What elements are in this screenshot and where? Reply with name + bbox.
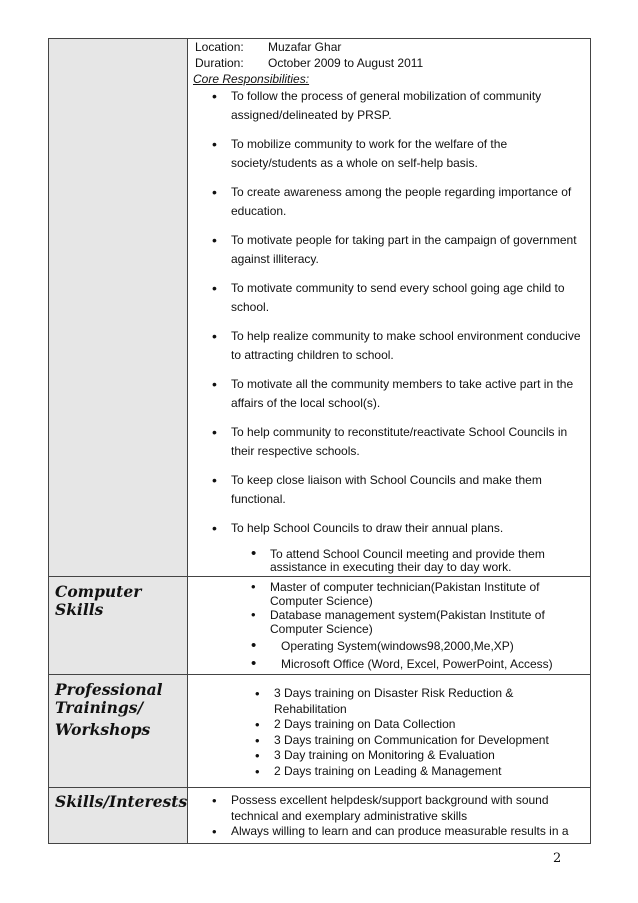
- interests-content-cell: [188, 788, 591, 844]
- location-label: Location:: [195, 40, 244, 54]
- trainings-row: [49, 675, 591, 788]
- trainings-label-cell: [49, 675, 188, 788]
- core-responsibilities-heading: Core Responsibilities:: [193, 72, 310, 86]
- list-item: • To help School Councils to draw their annual plans.: [212, 519, 586, 538]
- interests-row: [49, 788, 591, 844]
- interests-label-cell: [49, 788, 188, 844]
- list-item: • To keep close liaison with School Councils and make them functional.: [212, 471, 586, 509]
- computer-skills-list: [188, 580, 590, 672]
- computer-skills-content-cell: [188, 577, 591, 675]
- list-item: • To attend School Council meeting and provide them assistance in executing their day to day work.: [251, 548, 586, 574]
- list-item: • To motivate people for taking part in the campaign of government against illiteracy.: [212, 231, 586, 269]
- responsibilities-list: [188, 87, 590, 538]
- list-item: • To help community to reconstitute/reactivate School Councils in their respective schools.: [212, 423, 586, 461]
- list-item: • To mobilize community to work for the welfare of the society/students as a whole on self-help basis.: [212, 135, 586, 173]
- list-item: • Possess excellent helpdesk/support background with sound technical and exemplary administrative skills: [212, 793, 586, 824]
- label-line: Workshops: [55, 720, 151, 739]
- location-value: Muzafar Ghar: [268, 40, 342, 54]
- list-item: • To motivate community to send every school going age child to school.: [212, 279, 586, 317]
- experience-content-cell: [188, 39, 591, 577]
- list-item: • To create awareness among the people regarding importance of education.: [212, 183, 586, 221]
- resume-table: [48, 38, 591, 844]
- list-item: • 3 Days training on Disaster Risk Reduction & Rehabilitation: [255, 686, 586, 717]
- computer-skills-label-cell: [49, 577, 188, 675]
- experience-row: [49, 39, 591, 577]
- duration-value: October 2009 to August 2011: [268, 56, 424, 70]
- list-item: • 2 Days training on Data Collection: [255, 717, 586, 733]
- list-item: • Database management system(Pakistan Institute of Computer Science): [251, 608, 586, 636]
- sub-responsibilities-list: [188, 548, 590, 574]
- list-item: • Always willing to learn and can produce measurable results in a: [212, 824, 586, 840]
- label-line: Skills: [55, 600, 104, 619]
- experience-label-cell: [49, 39, 188, 577]
- interests-label: Skills/Interests: [55, 792, 188, 811]
- trainings-list: [188, 686, 590, 779]
- list-item: • To follow the process of general mobilization of community assigned/delineated by PRSP.: [212, 87, 586, 125]
- duration-label: Duration:: [195, 56, 244, 70]
- page-number: 2: [553, 851, 562, 866]
- location-line: [188, 39, 590, 55]
- label-line: Computer: [55, 582, 142, 601]
- label-line: Professional: [55, 680, 163, 699]
- list-item: • 3 Day training on Monitoring & Evaluation: [255, 748, 586, 764]
- list-item: • 2 Days training on Leading & Management: [255, 764, 586, 780]
- duration-line: [188, 55, 590, 71]
- list-item: • To motivate all the community members to take active part in the affairs of the local school(s).: [212, 375, 586, 413]
- list-item: • 3 Days training on Communication for Development: [255, 733, 586, 749]
- list-item: • Microsoft Office (Word, Excel, PowerPoint, Access): [251, 656, 586, 672]
- trainings-content-cell: [188, 675, 591, 788]
- computer-skills-label: [49, 577, 187, 619]
- computer-skills-row: [49, 577, 591, 675]
- list-item: • To help realize community to make school environment conducive to attracting children to school.: [212, 327, 586, 365]
- list-item: • Master of computer technician(Pakistan Institute of Computer Science): [251, 580, 586, 608]
- label-line: Trainings/: [55, 698, 144, 717]
- trainings-label: [49, 675, 187, 739]
- list-item: • Operating System(windows98,2000,Me,XP): [251, 638, 586, 654]
- interests-list: [188, 793, 590, 840]
